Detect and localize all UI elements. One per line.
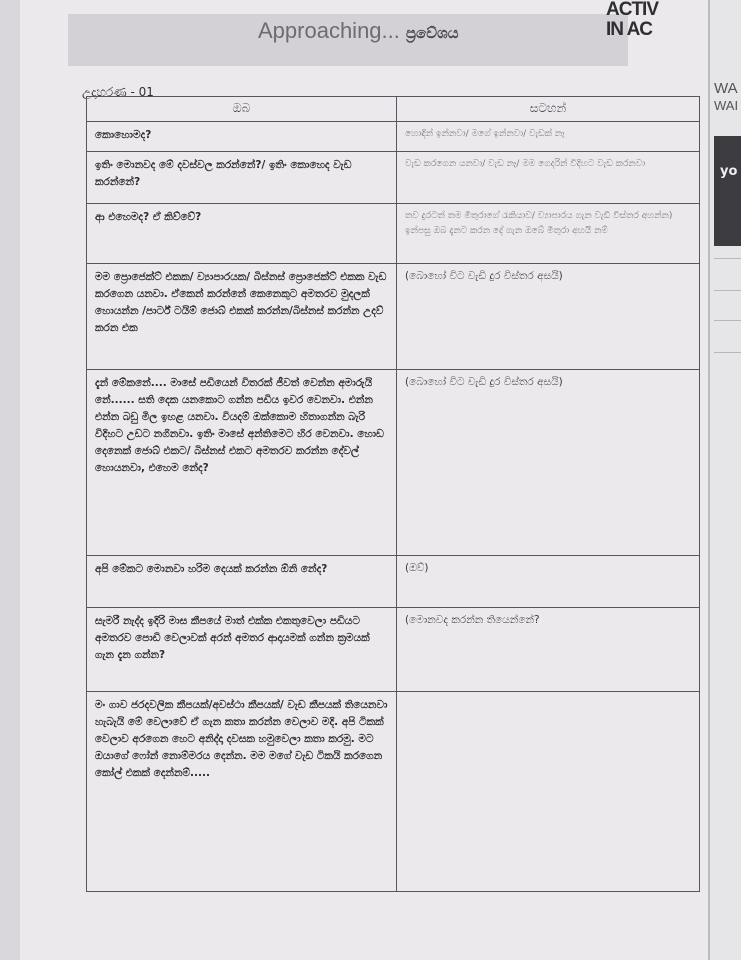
adjacent-page-line (714, 320, 741, 321)
adjacent-page-line (714, 352, 741, 353)
table-cell-response (397, 692, 700, 892)
table-cell-you: ආ එහෙමද? ඒ කිව්වේ? (87, 204, 397, 264)
table-cell-response: හොඳින් ඉන්නවා/ මගේ ඉන්නවා/ වැඩක් නෑ (397, 122, 700, 152)
adjacent-page-line (714, 258, 741, 259)
table-cell-response: (ඔව්) (397, 556, 700, 608)
table-cell-you: මං ගාව ජරදවලික කීපයක්/අවස්ථා කීපයක්/ වැඩ කීපයක් තියෙනවා හැබැයි මේ වෙලාවේ ඒ ගැන කතා කරන්න වෙලාව මදි. අපි ටිකක් වෙලාව අරගෙන හෙට අනිද්දා දවසක හමුවෙලා කතා කරමු. මට ඔයාගේ ෆෝන් නොම්මරය දෙන්න. මම මගේ වැඩ ටිකයි කරගෙන කෝල් එකක් දෙන්නම්..... (87, 692, 397, 892)
table-row (87, 122, 700, 152)
table-cell-you: සැමරී නැද්ද ඉදිරි මාස කීපයේ මාත් එක්ක එකතුවෙලා පඩියට අමතරව පොඩි වෙලාවක් අරන් අමතර ආදායමක් ගන්න ක්‍රමයක් ගැන දැන ගන්න? (87, 608, 397, 692)
table-row (87, 608, 700, 692)
adjacent-page-line (714, 290, 741, 291)
table-row (87, 204, 700, 264)
table-cell-you: අපි මේකට මොනවා හරිම දෙයක් කරන්න ඕනි නේද? (87, 556, 397, 608)
column-header-response: සටහන් (397, 97, 700, 122)
logo-line-2: IN AC (606, 19, 653, 40)
page-title (258, 18, 459, 44)
logo-line-1: ACTIV (606, 0, 658, 20)
column-header-you: ඔබ (87, 97, 397, 122)
page-title-english: Approaching... (258, 18, 400, 43)
page-title-sinhala: ප්‍රවේශය (405, 25, 459, 42)
example-label: උදාහරණ - 01 (82, 85, 154, 99)
table-row (87, 370, 700, 556)
table-row (87, 152, 700, 204)
table-cell-you: දැන් මේකනේ.... මාසේ පඩියෙන් විතරක් ජීවත් වෙන්න අමාරුයි නේ...... සති දෙක යනකොට ගන්න පඩිය ඉවර වෙනවා. එන්න එන්න බඩු මිල ඉහළ යනවා. වියදම් ඔක්කොම හිතාගන්න බැරි විදිහට උඩට නගිනවා. ඉතිං මාසේ අන්තිමෙට හිර වෙනවා. හොඩ දෙනෙක් ජොබ් එකට/ බිස්නස් එකට අමතරව කරන්න දේවල් හොයනවා, එහෙම නේද? (87, 370, 397, 556)
table-cell-you: ඉතිං මොනවද මේ දවස්වල කරන්නේ?/ ඉතිං කොහෙද වැඩ කරන්නේ? (87, 152, 397, 204)
adjacent-page-heading-2: WAI (714, 98, 739, 113)
table-cell-response: (මොනවද කරන්න තියෙන්නේ? (397, 608, 700, 692)
table-header-row (87, 97, 700, 122)
table-row (87, 264, 700, 370)
table-cell-you: මම ප්‍රොජෙක්ට් එකක/ ව්‍යාපාරයක/ බිස්නස් ප්‍රොජෙක්ට් එකක වැඩ කරගෙන යනවා. ඒකෙන් කරන්නේ කෙනෙකුට අමතරව මුදලක් හොයන්න /පාර්ට් ටයිම් ජොබ් එකක් කරන්න/බිස්නස් කරන්න උදව් කරන එක (87, 264, 397, 370)
dialog-table (86, 96, 700, 892)
table-cell-response: වැඩ කරගෙන යනවා/ වැඩ නෑ/ මම ගෙදරින් විදිහට වැඩ කරනවා (397, 152, 700, 204)
table-cell-you: කොහොමද? (87, 122, 397, 152)
table-row (87, 556, 700, 608)
table-cell-response: (බොහෝ විට වැඩි දුර විස්තර අසයි) (397, 370, 700, 556)
adjacent-page-heading-1: WA (714, 80, 738, 97)
table-row (87, 692, 700, 892)
adjacent-page (708, 0, 741, 960)
book-logo (606, 0, 678, 54)
adjacent-page-dark-box: yo (714, 136, 741, 246)
table-cell-response: තව දුරටත් තම මිතුරාගේ රැකියාව/ ව්‍යාපාරය ගැන වැඩි විස්තර අහන්න) ඉන්පසු ඔබ දැනට කරන දේ ගැන ඔබේ මිතුරා අහයි නම් (397, 204, 700, 264)
table-cell-response: (බොහෝ විට වැඩි දුර විස්තර අසයි) (397, 264, 700, 370)
